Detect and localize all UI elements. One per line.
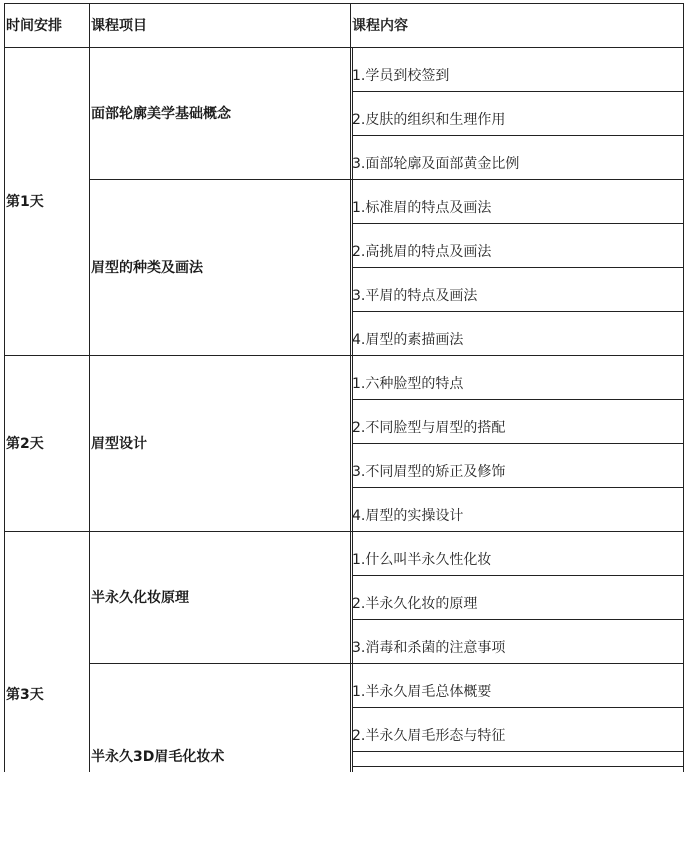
content-item: 3.面部轮廓及面部黄金比例 — [352, 156, 520, 172]
project-name: 面部轮廓美学基础概念 — [91, 106, 231, 122]
content-item: 4.眉型的素描画法 — [352, 332, 464, 348]
border-right — [683, 3, 684, 772]
border-left — [4, 3, 5, 772]
border-col2 — [350, 3, 351, 772]
content-item: 1.什么叫半永久性化妆 — [352, 552, 492, 568]
project-name: 眉型的种类及画法 — [91, 260, 203, 276]
project-name: 半永久化妆原理 — [91, 590, 189, 606]
content-item: 3.平眉的特点及画法 — [352, 288, 478, 304]
content-item: 1.半永久眉毛总体概要 — [352, 684, 492, 700]
content-item: 2.半永久眉毛形态与特征 — [352, 728, 506, 744]
content-item: 1.学员到校签到 — [352, 68, 450, 84]
project-name: 眉型设计 — [91, 436, 147, 452]
content-item: 2.皮肤的组织和生理作用 — [352, 112, 506, 128]
day-label: 第2天 — [6, 436, 44, 452]
content-item: 1.六种脸型的特点 — [352, 376, 464, 392]
header-project: 课程项目 — [91, 18, 147, 34]
border-bottom-partial — [352, 766, 684, 767]
content-item: 2.高挑眉的特点及画法 — [352, 244, 492, 260]
border-col1 — [89, 3, 90, 772]
project-name: 半永久3D眉毛化妆术 — [91, 749, 225, 765]
header-content: 课程内容 — [352, 18, 408, 34]
content-item: 2.半永久化妆的原理 — [352, 596, 478, 612]
content-item: 2.不同脸型与眉型的搭配 — [352, 420, 506, 436]
header-time: 时间安排 — [6, 18, 62, 34]
content-item: 3.不同眉型的矫正及修饰 — [352, 464, 506, 480]
content-item: 3.消毒和杀菌的注意事项 — [352, 640, 506, 656]
content-item: 1.标准眉的特点及画法 — [352, 200, 492, 216]
day-label: 第3天 — [6, 687, 44, 703]
day-label: 第1天 — [6, 194, 44, 210]
content-item: 4.眉型的实操设计 — [352, 508, 464, 524]
